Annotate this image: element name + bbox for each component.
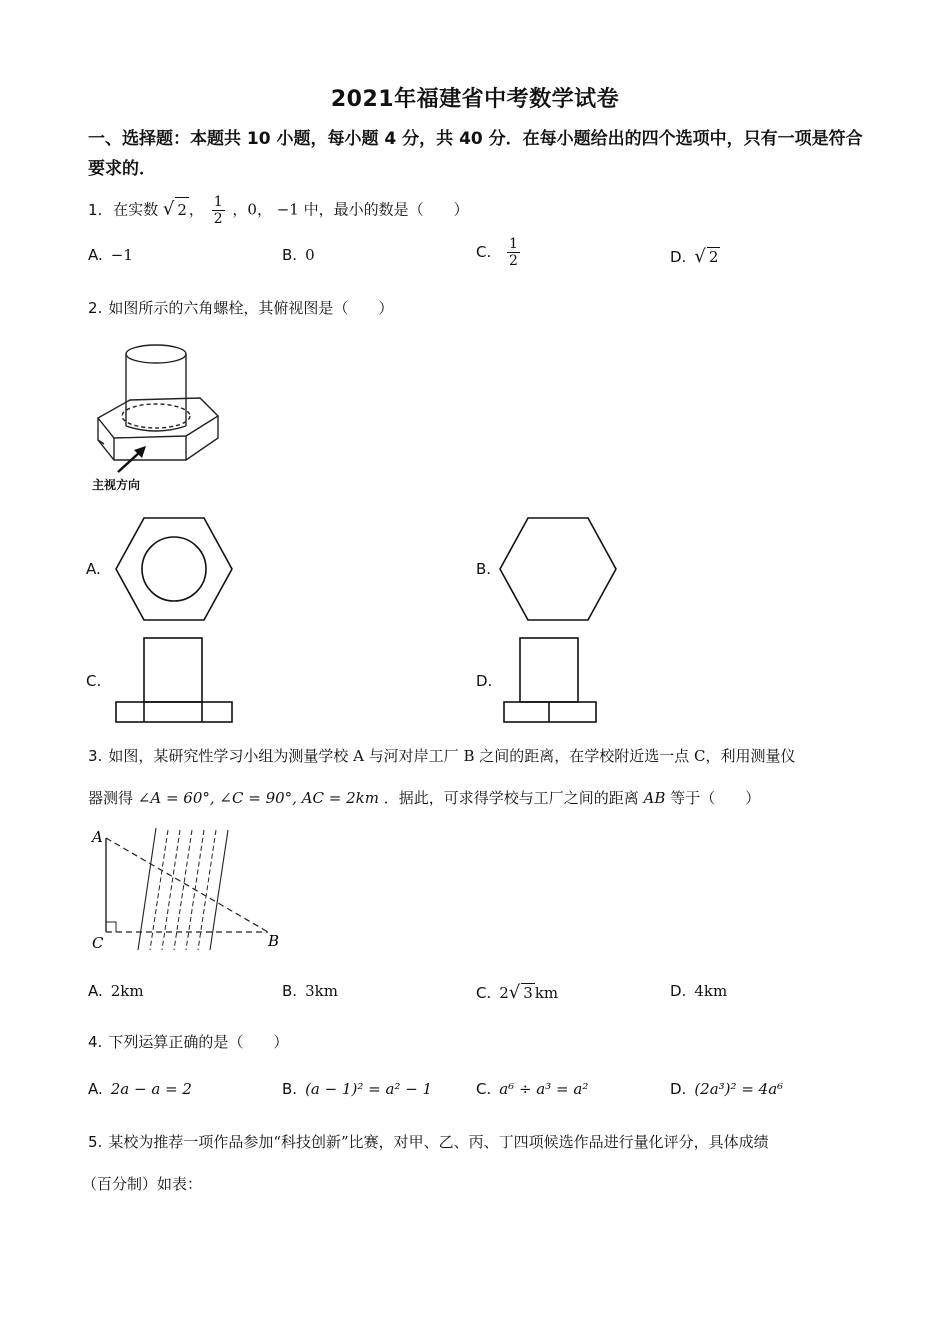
figure-caption: 主视方向 <box>92 478 141 492</box>
point-c-label: C <box>92 934 104 952</box>
question-2-stem: 2. 如图所示的六角螺栓，其俯视图是（ ） <box>88 299 394 317</box>
question-5-stem-line2: （百分制）如表： <box>82 1175 203 1193</box>
hexagon-icon[interactable] <box>496 514 620 624</box>
hexagon-circle-icon[interactable] <box>112 514 236 624</box>
question-1-stem: 1. 在实数 √ 2 ， $\frac{1}{2}$ ，0， −1 中，最小的数是（ ） <box>88 194 469 227</box>
q4-option-d[interactable]: D. (2a³)² = 4a⁶ <box>670 1080 784 1098</box>
point-b-label: B <box>268 932 280 950</box>
q1-option-d[interactable]: D. √ 2 <box>670 246 719 267</box>
q3-option-b[interactable]: B. 3km <box>282 982 338 1000</box>
fraction: $\frac{1}{2}$ <box>213 194 223 227</box>
section-heading: 一、选择题：本题共 10 小题，每小题 4 分，共 40 分．在每小题给出的四个选项中，只有一项是符合要求的． <box>88 129 863 179</box>
q1-option-b[interactable]: B. 0 <box>282 246 315 264</box>
q1-option-a[interactable]: A. −1 <box>88 246 133 264</box>
question-3-stem-line2: 器测得 ∠A = 60°, ∠C = 90°, AC = 2km ．据此，可求得学校与工厂之间的距离 AB 等于（ ） <box>88 789 761 807</box>
q1-option-c[interactable]: C. $\frac{1}{2}$ <box>476 236 518 269</box>
question-5-stem-line1: 5. 某校为推荐一项作品参加“科技创新”比赛，对甲、乙、丙、丁四项候选作品进行量化评分，具体成绩 <box>88 1133 769 1151</box>
q4-option-a[interactable]: A. 2a − a = 2 <box>88 1080 192 1098</box>
stem-text: 中，最小的数是（ ） <box>303 200 469 219</box>
q2-option-d-label[interactable]: D. <box>476 672 493 690</box>
q3-option-a[interactable]: A. 2km <box>88 982 144 1000</box>
front-view-three-section-icon[interactable] <box>114 636 234 724</box>
stem-text: ，0， <box>232 200 272 219</box>
front-view-two-section-icon[interactable] <box>502 636 598 724</box>
q3-option-d[interactable]: D. 4km <box>670 982 728 1000</box>
sqrt-value: 2 <box>175 197 189 222</box>
stem-text: −1 <box>276 200 299 219</box>
hex-bolt-figure <box>90 340 230 495</box>
stem-text: 在实数 <box>113 200 159 219</box>
point-a-label: A <box>92 828 103 846</box>
question-3-stem-line1: 3. 如图，某研究性学习小组为测量学校 A 与河对岸工厂 B 之间的距离，在学校附近选一点 C，利用测量仪 <box>88 747 796 765</box>
q4-option-b[interactable]: B. (a − 1)² = a² − 1 <box>282 1080 433 1098</box>
q4-option-c[interactable]: C. a⁶ ÷ a³ = a² <box>476 1080 589 1098</box>
page-title: 2021年福建省中考数学试卷 <box>330 87 620 112</box>
river-triangle-figure <box>88 826 288 956</box>
q3-option-c[interactable]: C. 2√ 3 km <box>476 982 559 1003</box>
question-number: 1. <box>88 200 103 219</box>
q2-option-b-label[interactable]: B. <box>476 560 492 578</box>
q2-option-c-label[interactable]: C. <box>86 672 102 690</box>
q2-option-a-label[interactable]: A. <box>86 560 101 578</box>
question-4-stem: 4. 下列运算正确的是（ ） <box>88 1033 289 1051</box>
